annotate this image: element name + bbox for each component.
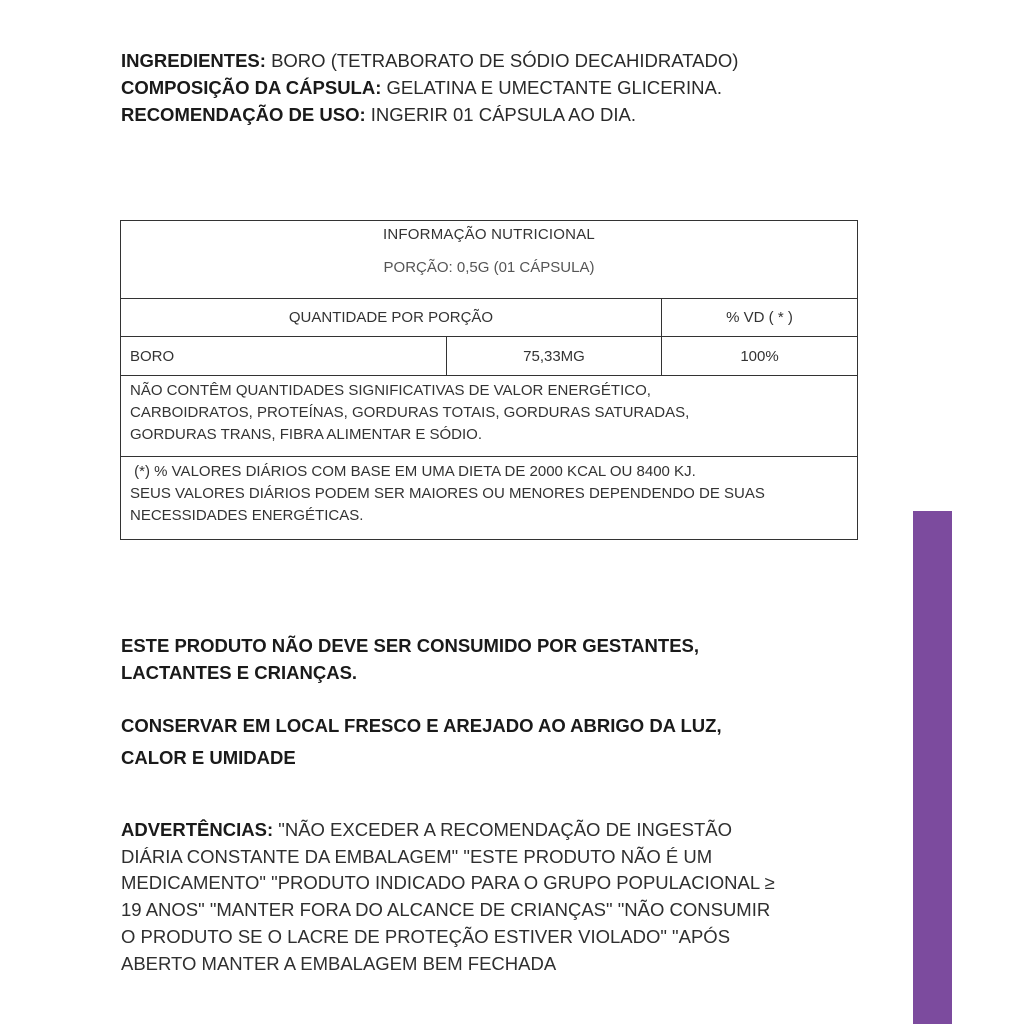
- footnote-line: NECESSIDADES ENERGÉTICAS.: [130, 507, 364, 524]
- storage-warning: [121, 710, 722, 774]
- nutrient-name: BORO: [121, 337, 447, 376]
- note-line: GORDURAS TRANS, FIBRA ALIMENTAR E SÓDIO.: [130, 426, 483, 443]
- warning-line: ESTE PRODUTO NÃO DEVE SER CONSUMIDO POR GESTANTES,: [121, 635, 700, 656]
- advertencias-line: ABERTO MANTER A EMBALAGEM BEM FECHADA: [121, 952, 557, 974]
- advertencias-first-line: [121, 817, 871, 844]
- advertencias-line: O PRODUTO SE O LACRE DE PROTEÇÃO ESTIVER VIOLADO" "APÓS: [121, 925, 731, 947]
- note-line: NÃO CONTÊM QUANTIDADES SIGNIFICATIVAS DE VALOR ENERGÉTICO,: [130, 382, 651, 399]
- ingredients-value: BORO (TETRABORATO DE SÓDIO DECAHIDRATADO): [271, 50, 739, 71]
- column-header-dv: % VD ( * ): [662, 299, 858, 337]
- column-header-quantity: QUANTIDADE POR PORÇÃO: [121, 299, 662, 337]
- usage-line: [121, 101, 881, 128]
- usage-label: RECOMENDAÇÃO DE USO:: [121, 104, 366, 125]
- footnote-line: SEUS VALORES DIÁRIOS PODEM SER MAIORES OU MENORES DEPENDENDO DE SUAS: [130, 485, 765, 502]
- table-row: [121, 337, 858, 376]
- footnote-line: (*) % VALORES DIÁRIOS COM BASE EM UMA DIETA DE 2000 KCAL OU 8400 KJ.: [130, 463, 696, 480]
- nutrition-title: INFORMAÇÃO NUTRICIONAL: [383, 226, 595, 243]
- warning-line: LACTANTES E CRIANÇAS.: [121, 662, 358, 683]
- advertencias-line: MEDICAMENTO" "PRODUTO INDICADO PARA O GRUPO POPULACIONAL ≥: [121, 872, 775, 894]
- warning-line: CONSERVAR EM LOCAL FRESCO E AREJADO AO ABRIGO DA LUZ,: [121, 715, 722, 736]
- note-line: CARBOIDRATOS, PROTEÍNAS, GORDURAS TOTAIS, GORDURAS SATURADAS,: [130, 404, 690, 421]
- nutrient-amount: 75,33MG: [447, 337, 662, 376]
- capsule-label: COMPOSIÇÃO DA CÁPSULA:: [121, 77, 382, 98]
- pregnancy-warning: [121, 632, 699, 686]
- nutrition-note: [121, 376, 858, 457]
- advertencias-text: "NÃO EXCEDER A RECOMENDAÇÃO DE INGESTÃO: [273, 819, 733, 840]
- advertencias-label: ADVERTÊNCIAS:: [121, 819, 274, 840]
- ingredients-line: [121, 47, 881, 74]
- capsule-value: GELATINA E UMECTANTE GLICERINA.: [386, 77, 722, 98]
- nutrition-table: [120, 220, 858, 540]
- nutrient-dv: 100%: [662, 337, 858, 376]
- nutrition-footnote: [121, 457, 858, 540]
- composition-block: [121, 47, 881, 128]
- nutrition-header: [121, 221, 858, 299]
- accent-bar: [913, 511, 952, 1024]
- warning-line: CALOR E UMIDADE: [121, 747, 296, 768]
- capsule-line: [121, 74, 881, 101]
- nutrition-portion: PORÇÃO: 0,5G (01 CÁPSULA): [383, 259, 595, 276]
- advertencias-line: 19 ANOS" "MANTER FORA DO ALCANCE DE CRIANÇAS" "NÃO CONSUMIR: [121, 899, 771, 921]
- usage-value: INGERIR 01 CÁPSULA AO DIA.: [370, 104, 637, 125]
- advertencias-block: [121, 817, 871, 977]
- advertencias-line: DIÁRIA CONSTANTE DA EMBALAGEM" "ESTE PRODUTO NÃO É UM: [121, 845, 713, 867]
- ingredients-label: INGREDIENTES:: [121, 50, 266, 71]
